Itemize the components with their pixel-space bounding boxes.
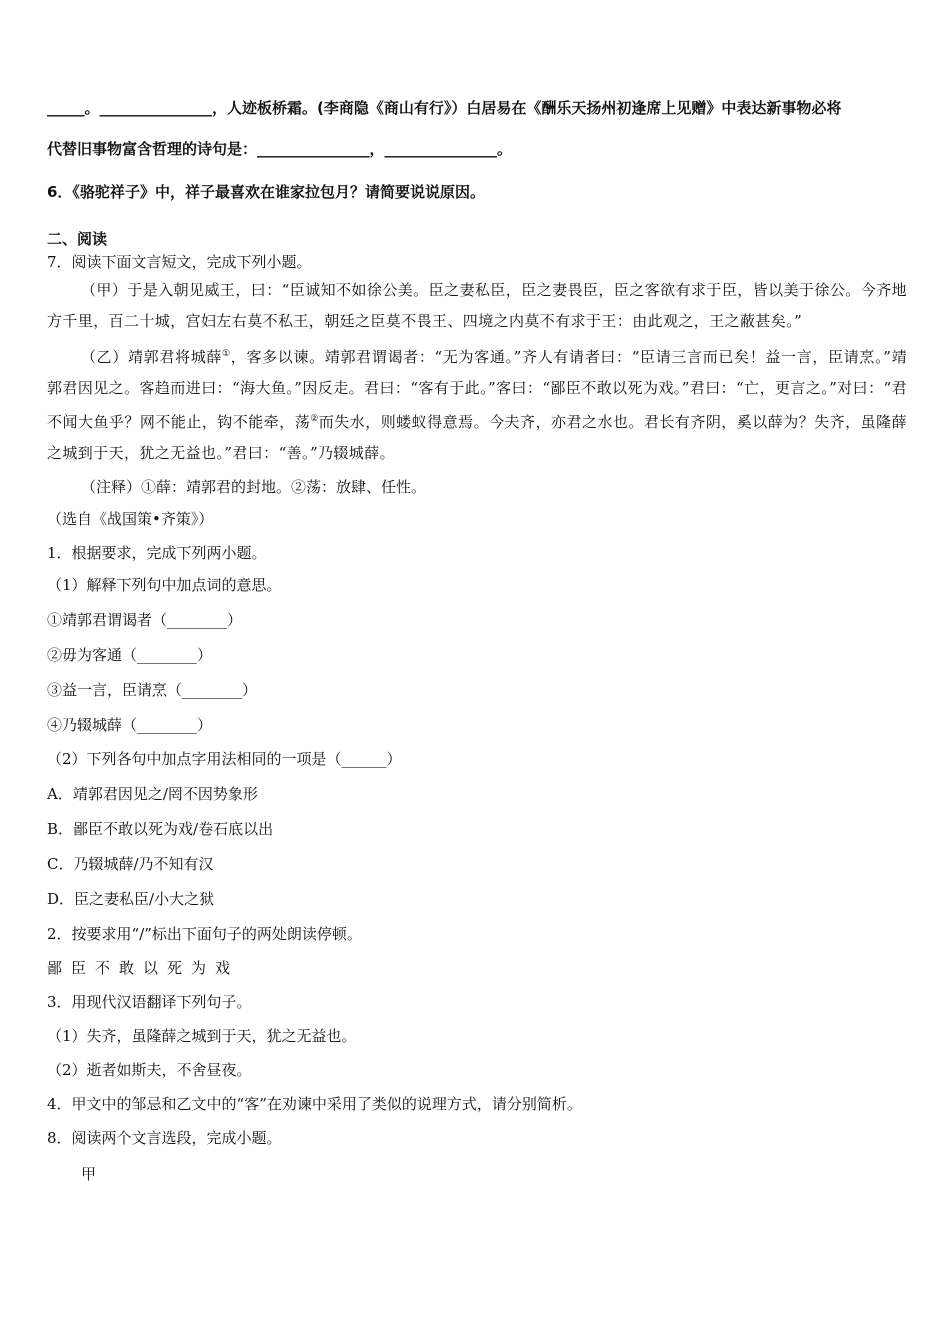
passage-source: （选自《战国策•齐策》） [47,510,214,528]
passage-yi-part3: 而失水，则蝼蚁得意焉。今夫齐，亦君之水也。君长有齐阴，奚以薛为？失齐，虽隆薛之城到于天，犹之无益也。”君曰：“善。”乃辍城薛。 [47,413,907,462]
note-marker-2: ② [310,414,319,424]
translate-item-2: （2）逝者如斯夫，不舍昼夜。 [47,1061,252,1079]
option-c: C．乃辍城薛/乃不知有汉 [47,855,214,873]
word-item-2: ②毋为客通（________） [47,646,213,664]
sub-question-1: 1．根据要求，完成下列两小题。 [47,544,267,562]
passage-notes: （注释）①薛：靖郭君的封地。②荡：放肆、任性。 [81,478,427,496]
sub-question-2: 2．按要求用“/”标出下面句子的两处朗读停顿。 [47,925,362,943]
question-8-jia: 甲 [81,1165,97,1183]
sub-question-3: 3．用现代汉语翻译下列句子。 [47,993,252,1011]
passage-yi-part2: ，客多以谏。靖郭君谓谒者：“无为客通。”齐人有请者曰：“臣请三言而已矣！益一言，臣请烹。”靖郭君因见之。客趋而进曰：“海大鱼。”因反走。君曰：“客有于此。”客曰：“鄙臣不敢以死为戏。”君曰：“亡，更言之。”对曰：“君不闻大鱼乎？网不能止，钩不能牵，荡 [47,348,908,431]
option-a: A．靖郭君因见之/罔不因势象形 [47,785,258,803]
fill-blank-line-1: _____。_______________，人迹板桥霜。(李商隐《商山有行》）白居易在《酬乐天扬州初逢席上见赠》中表达新事物必将 [47,99,842,117]
document-page [47,98,908,1183]
option-d: D．臣之妻私臣/小大之狱 [47,890,215,908]
option-b: B．鄙臣不敢以死为戏/卷石底以出 [47,820,274,838]
question-7-intro: 7．阅读下面文言短文，完成下列小题。 [47,253,312,271]
fill-blank-line-2: 代替旧事物富含哲理的诗句是：_______________，_______________。 [47,140,513,158]
word-item-1: ①靖郭君谓谒者（________） [47,611,243,629]
sub-question-1-2: （2）下列各句中加点字用法相同的一项是（______） [47,750,402,768]
passage-yi [47,339,907,469]
word-item-3: ③益一言，臣请烹（________） [47,681,258,699]
translate-item-1: （1）失齐，虽隆薛之城到于天，犹之无益也。 [47,1027,357,1045]
passage-jia: （甲）于是入朝见威王，曰：“臣诚知不如徐公美。臣之妻私臣，臣之妻畏臣，臣之客欲有求于臣，皆以美于徐公。今齐地方千里，百二十城，宫妇左右莫不私王，朝廷之臣莫不畏王、四境之内莫不有求于王：由此观之，王之蔽甚矣。” [47,281,907,330]
pause-sentence: 鄙臣不敢以死为戏 [47,959,240,977]
sub-question-4: 4．甲文中的邹忌和乙文中的“客”在劝谏中采用了类似的说理方式，请分别简析。 [47,1095,582,1113]
question-6: 6．《骆驼祥子》中，祥子最喜欢在谁家拉包月？请简要说说原因。 [47,183,485,201]
section-title-reading: 二、阅读 [47,230,108,248]
sub-question-1-1: （1）解释下列句中加点词的意思。 [47,576,282,594]
question-8: 8．阅读两个文言选段，完成小题。 [47,1129,282,1147]
passage-yi-part1: （乙）靖郭君将城薛 [81,348,223,366]
word-item-4: ④乃辍城薛（________） [47,716,213,734]
note-marker-1: ① [222,349,231,359]
